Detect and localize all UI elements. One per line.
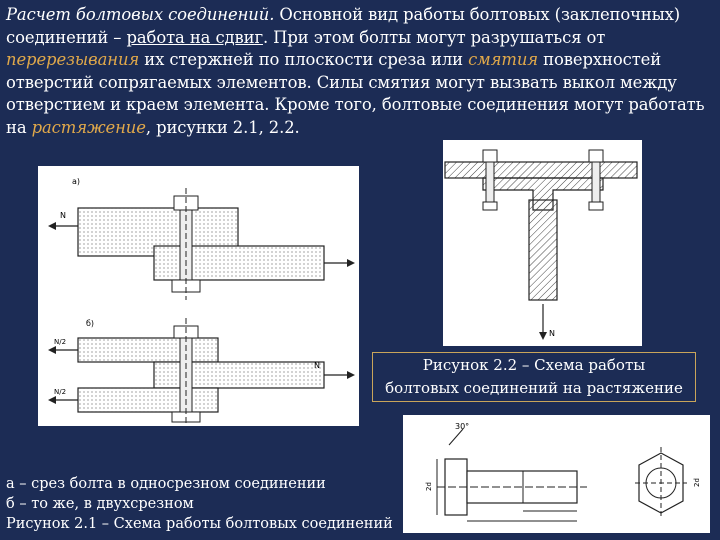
term-tension: растяжение <box>31 117 146 137</box>
legend-line-b: б – то же, в двухсрезном <box>6 496 194 512</box>
force-label-top-b: N/2 <box>54 338 67 346</box>
paragraph-text-2: . При этом болты могут разрушаться от <box>262 27 606 47</box>
force-label-left-a: N <box>60 211 66 220</box>
term-cutting: перерезывания <box>6 50 140 69</box>
t-section-stem <box>529 200 557 300</box>
term-crushing: смятия <box>468 50 539 69</box>
paragraph-title: Расчет болтовых соединений. <box>6 5 275 24</box>
head-dimension-label: 2d <box>425 482 433 491</box>
bolt-nut-left <box>483 202 497 210</box>
arrowhead-top-b <box>48 346 56 354</box>
arrowhead-right-a <box>347 259 355 267</box>
figure-bolt-drawing <box>403 415 710 533</box>
arrowhead-bottom-b <box>48 396 56 404</box>
legend-line-a: а – срез болта в односрезном соединении <box>6 476 326 492</box>
paragraph-text-3: их стержней по плоскости среза или <box>139 50 469 69</box>
hex-dimension-label: 2d <box>693 478 701 487</box>
figure-2-2 <box>443 140 642 346</box>
paragraph-text-5: , рисунки 2.1, 2.2. <box>145 117 300 137</box>
bolt-drawing <box>403 415 710 533</box>
caption-figure-2-2-line-1: Рисунок 2.2 – Схема работы <box>422 356 646 374</box>
force-label-n: N <box>549 329 555 338</box>
bolt-shank-left <box>486 162 494 202</box>
bolt-head-right <box>589 150 603 162</box>
figure-2-1 <box>38 166 359 426</box>
caption-figure-2-2-line-2: болтовых соединений на растяжение <box>385 379 683 397</box>
term-shear: работа на сдвиг <box>126 27 263 47</box>
arrowhead-left-a <box>48 222 56 230</box>
arrowhead-right-b <box>347 371 355 379</box>
bolt-nut-right <box>589 202 603 210</box>
figure-2-2-drawing <box>443 140 642 346</box>
force-label-bottom-b: N/2 <box>54 388 67 396</box>
bolt-shank-right <box>592 162 600 202</box>
plate-bottom-b <box>78 388 218 412</box>
label-b: б) <box>86 319 95 328</box>
label-a: а) <box>72 177 81 186</box>
force-label-right-b: N <box>314 361 320 370</box>
caption-figure-2-2 <box>372 352 696 402</box>
arrowhead-n <box>539 332 547 340</box>
figure-2-1-legend <box>6 474 446 534</box>
figure-2-1-drawing <box>38 166 359 426</box>
angle-line <box>449 429 463 445</box>
plate-top-b <box>78 338 218 362</box>
caption-figure-2-1: Рисунок 2.1 – Схема работы болтовых соединений <box>6 516 393 532</box>
body-paragraph <box>6 4 714 139</box>
flange-plate <box>445 162 637 178</box>
angle-label: 30° <box>455 422 470 431</box>
paragraph-text-4: поверхностей отверстий сопрягаемых элементов. Силы смятия могут вызвать выкол между отверстием и краем элемента. Кроме того, болтовые соединения могут работать на <box>6 50 705 137</box>
bolt-head-left <box>483 150 497 162</box>
paragraph-text-1: Основной вид работы болтовых (заклепочных) соединений – <box>6 5 681 47</box>
